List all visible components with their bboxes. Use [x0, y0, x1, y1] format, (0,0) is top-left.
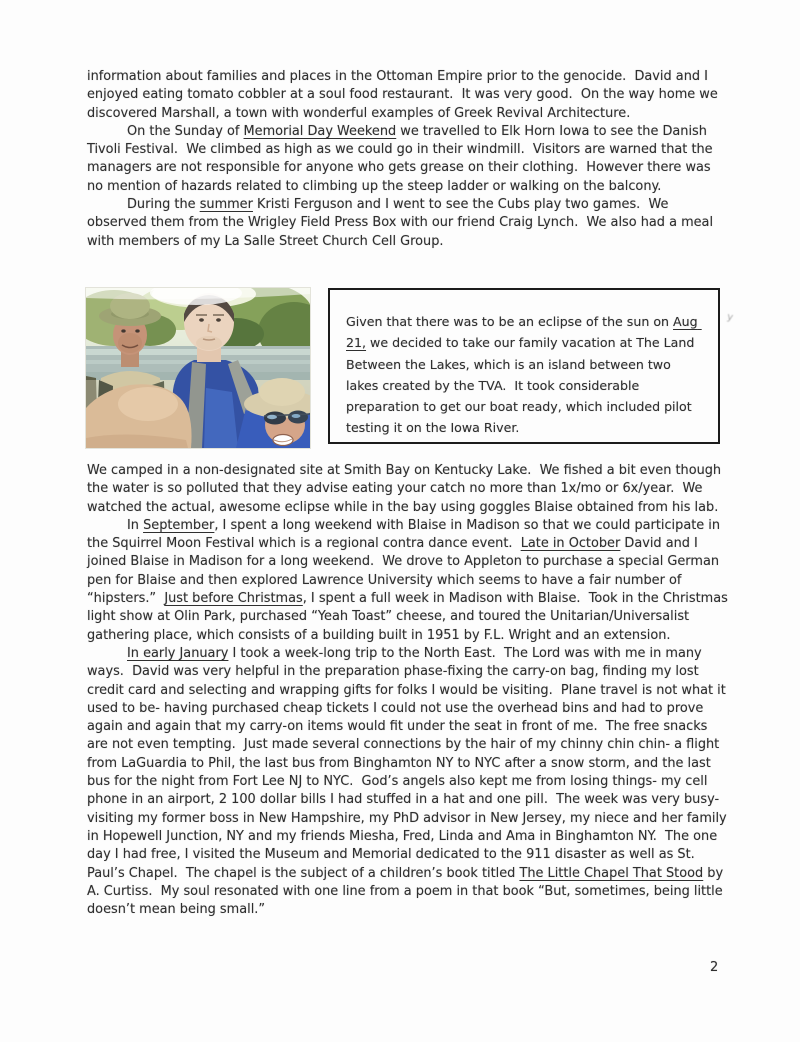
family-selfie-photo-image: [86, 288, 310, 448]
underlined-phrase: Just before Christmas: [164, 591, 303, 607]
family-selfie-photo: [86, 288, 310, 448]
paragraph: [87, 462, 730, 517]
text-segment: During the: [127, 197, 200, 213]
page-number: 2: [710, 960, 719, 975]
scan-artifact-mark: y: [725, 311, 735, 324]
text-segment: we travelled to Elk Horn Iowa to see the Danish Tivoli Festival. We climbed as high as we could go in their windmill. Visitors are warned that the managers are not responsible for anyone who gets grease on their clothing. However there was no mention of hazards related to climbing up the steep ladder or walking on the balcony.: [87, 123, 717, 194]
paragraph: [87, 517, 730, 645]
eclipse-callout-box: [328, 288, 720, 444]
body-text-lower: [87, 462, 730, 919]
underlined-phrase: September: [143, 517, 215, 533]
underlined-phrase: Memorial Day Weekend: [243, 123, 397, 139]
text-segment: Given that there was to be an eclipse of the sun on: [346, 314, 674, 329]
text-segment: , I spent a long weekend with Blaise in Madison so that we could participate in the Squirrel Moon Festival which is a regional contra dance event.: [87, 517, 725, 552]
underlined-phrase: Aug 21,: [346, 314, 702, 351]
text-segment: On the Sunday of: [127, 123, 244, 139]
text-segment: We camped in a non-designated site at Smith Bay on Kentucky Lake. We fished a bit even though the water is so polluted that they advise eating your catch no more than 1x/mo or 6x/year. We watched the actual, awesome eclipse while in the bay using goggles Blaise obtained from his lab.: [87, 463, 726, 515]
underlined-phrase: In early January: [127, 645, 229, 661]
text-segment: we decided to take our family vacation at The Land Between the Lakes, which is an island between two lakes created by the TVA. It took considerable preparation to get our boat ready, which included pilot testing it on the Iowa River.: [346, 335, 699, 436]
text-segment: In: [127, 517, 144, 533]
text-segment: by A. Curtiss. My soul resonated with one line from a poem in that book “But, sometimes, being little doesn’t mean being small.”: [87, 865, 728, 918]
underlined-phrase: Late in October: [520, 536, 621, 552]
paragraph: [87, 196, 730, 251]
paragraph: [87, 123, 730, 196]
text-segment: I took a week-long trip to the North East. The Lord was with me in many ways. David was very helpful in the preparation phase-fixing the carry-on bag, finding my lost credit card and selecting and wrapping gifts for folks I would be visiting. Plane travel is not what it used to be- having purchased cheap tickets I could not use the overhead bins and had to prove again and again that my carry-on items would fit under the seat in front of me. The free snacks are not even tempting. Just made several connections by the hair of my chinny chin chin- a flight from LaGuardia to Phil, the last bus from Binghamton NY to NYC after a snow storm, and the last bus for the night from Fort Lee NJ to NYC. God’s angels also kept me from losing things- my cell phone in an airport, 2 100 dollar bills I had stuffed in a hat and one pill. The week was very busy- visiting my former boss in New Hampshire, my PhD advisor in New Jersey, my niece and her family in Hopewell Junction, NY and my friends Miesha, Fred, Linda and Ama in Binghamton NY. The one day I had free, I visited the Museum and Memorial dedicated to the 911 disaster as well as St. Paul’s Chapel. The chapel is the subject of a children’s book titled: [87, 645, 731, 881]
text-segment: , I spent a full week in Madison with Blaise. Took in the Christmas light show at Olin Park, purchased “Yeah Toast” cheese, and toured the Unitarian/Universalist gathering place, which consists of a building built in 1951 by F.L. Wright and an extension.: [87, 591, 732, 643]
text-segment: information about families and places in the Ottoman Empire prior to the genocide. David and I enjoyed eating tomato cobbler at a soul food restaurant. It was very good. On the way home we discovered Marshall, a town with wonderful examples of Greek Revival Architecture.: [87, 69, 722, 121]
underlined-phrase: summer: [199, 197, 253, 213]
paragraph: [87, 645, 730, 919]
text-segment: Kristi Ferguson and I went to see the Cubs play two games. We observed them from the Wrigley Field Press Box with our friend Craig Lynch. We also had a meal with members of my La Salle Street Church Cell Group.: [87, 197, 718, 249]
callout-text: [330, 290, 718, 439]
paragraph: [87, 68, 730, 123]
body-text-upper: [87, 68, 730, 251]
text-segment: David and I joined Blaise in Madison for a long weekend. We drove to Appleton to purchase a special German pen for Blaise and then explored Lawrence University which seems to have a fair number of “hipsters.”: [87, 536, 724, 607]
underlined-phrase: The Little Chapel That Stood: [519, 865, 704, 881]
